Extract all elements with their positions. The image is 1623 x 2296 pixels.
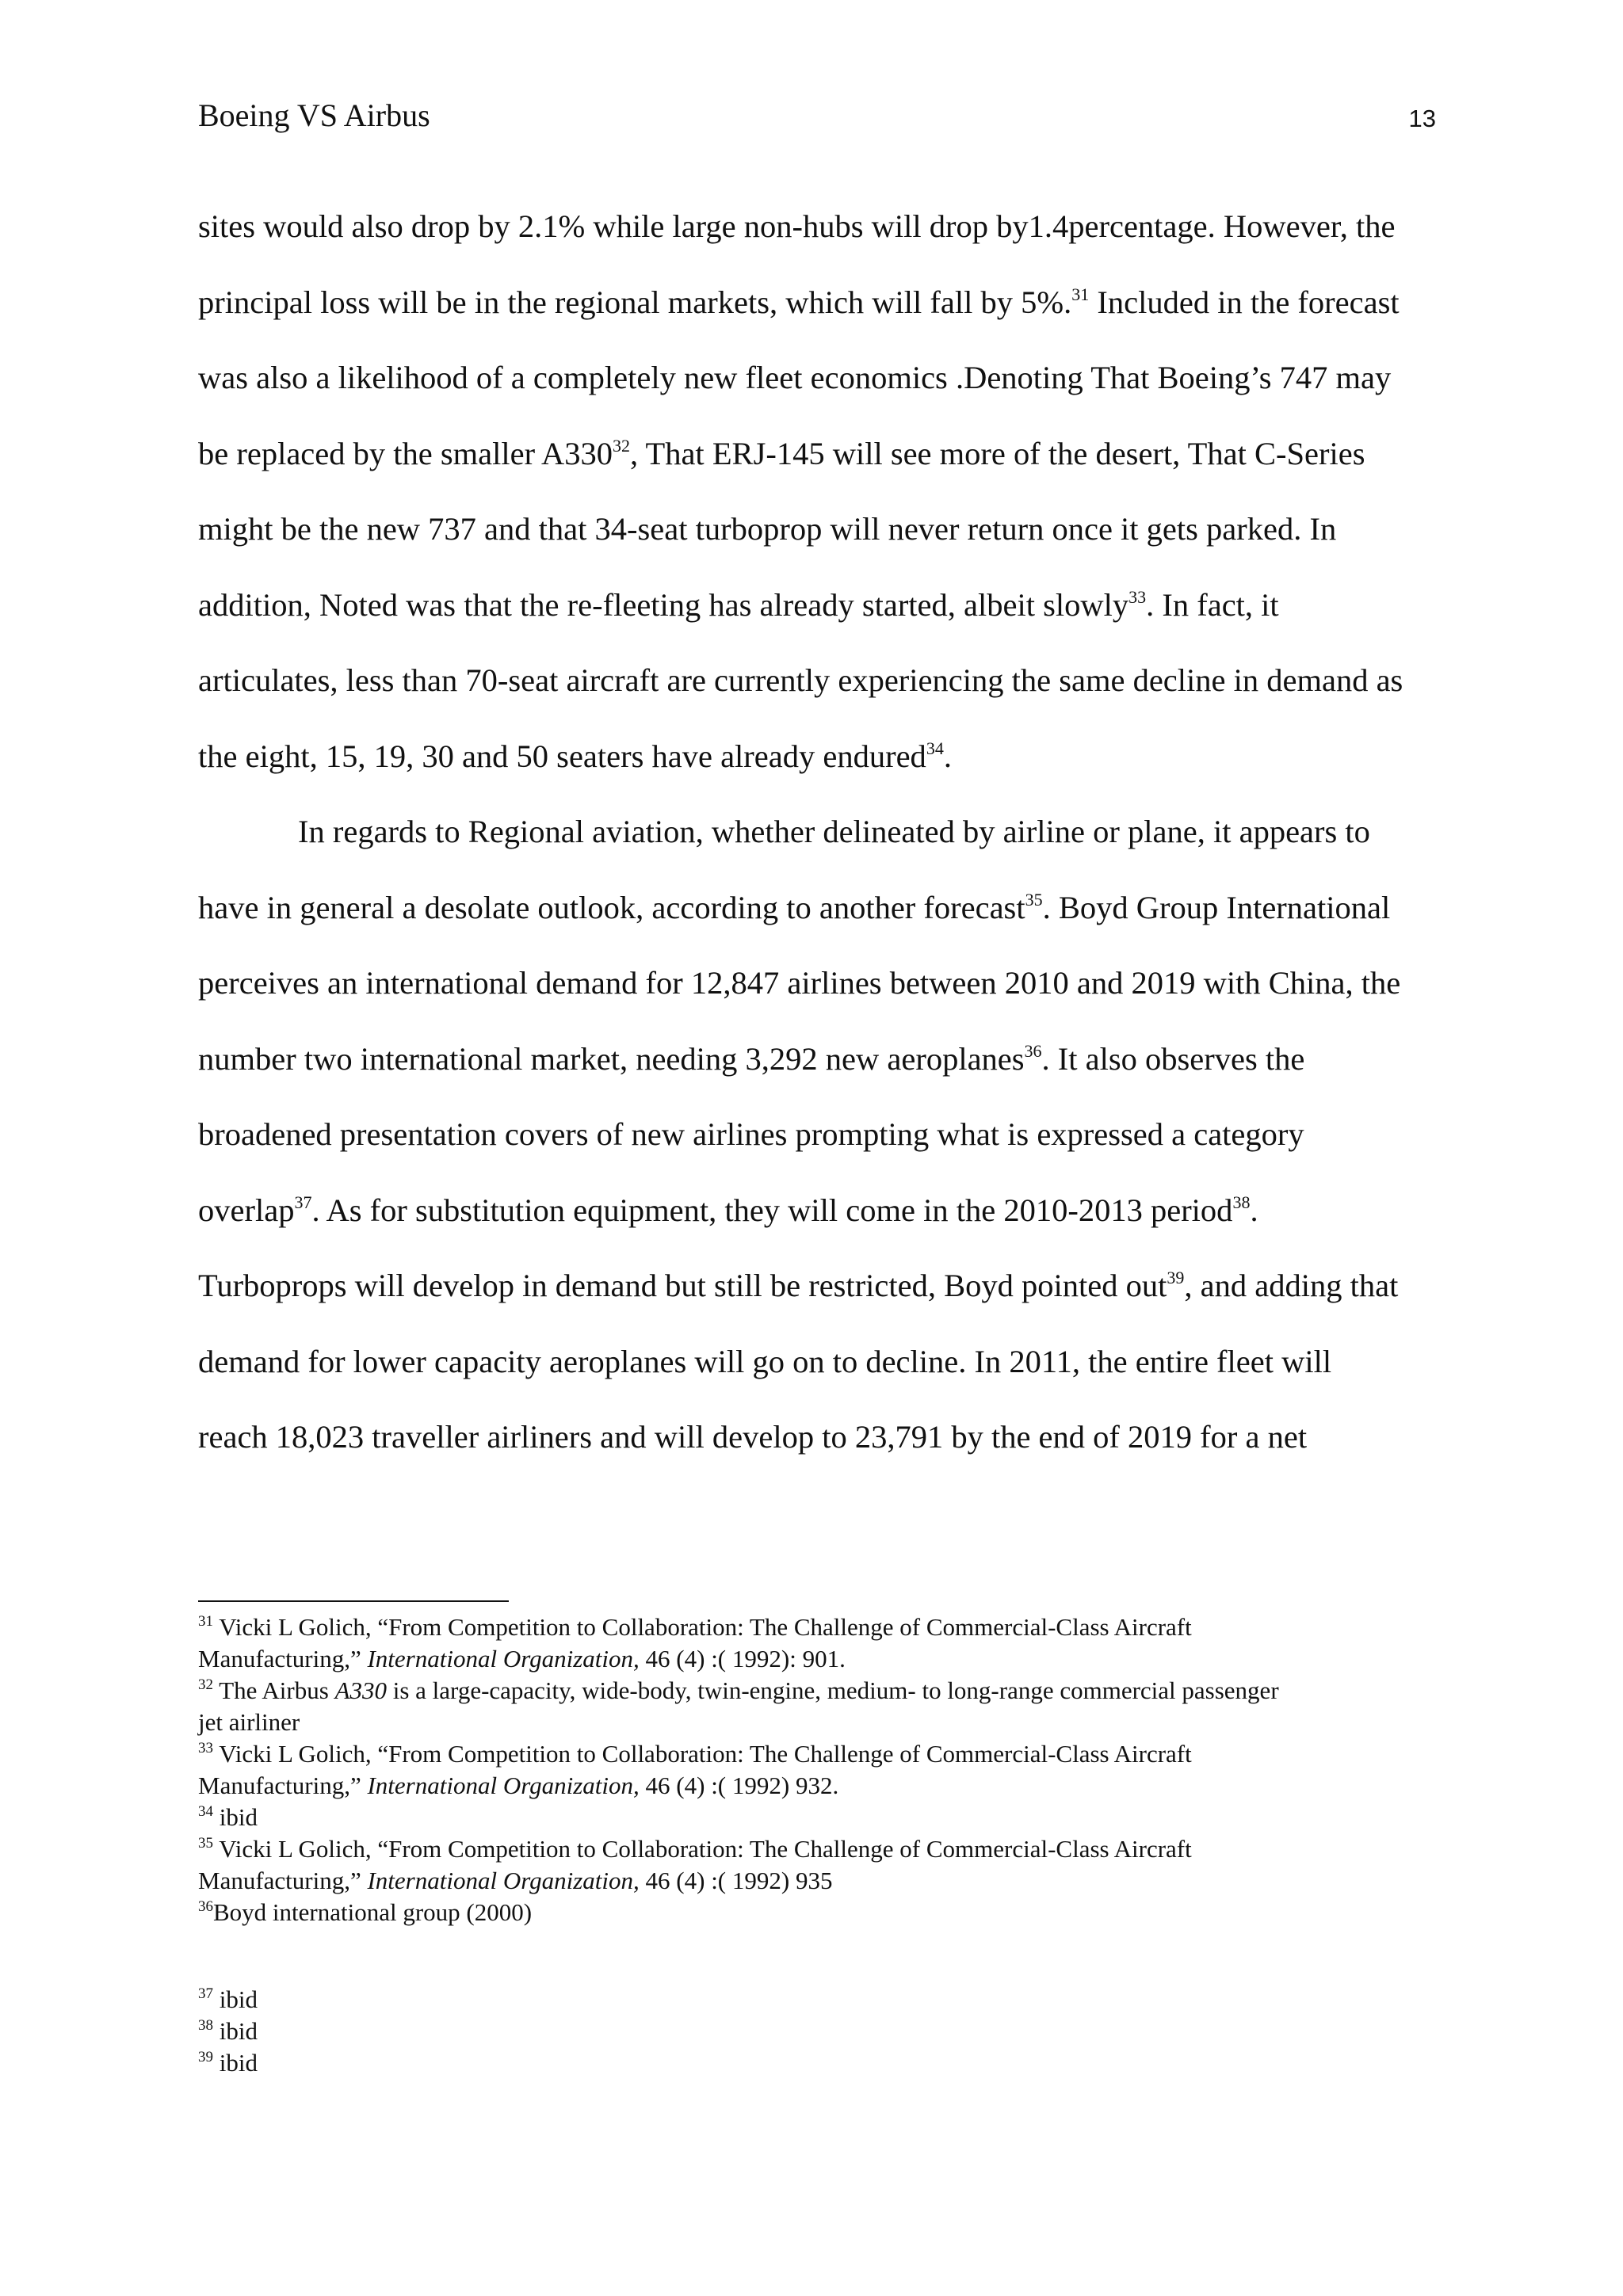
footnote-number: 33 [198, 1740, 213, 1756]
aircraft-name: A330 [334, 1676, 387, 1704]
footnote-number: 35 [198, 1835, 213, 1852]
paragraph-1 [198, 204, 1434, 810]
running-header: Boeing VS Airbus [198, 97, 430, 133]
journal-title: International Organization, [367, 1772, 640, 1799]
footnote-ref-34[interactable]: 34 [926, 738, 944, 758]
footnote-number: 31 [198, 1613, 213, 1630]
text-line: reach 18,023 traveller airliners and will develop to 23,791 by the end of 2019 for a net [198, 1419, 1308, 1455]
text-line: Turboprops will develop in demand but still be restricted, Boyd pointed out$^{39}$, and adding that [198, 1268, 1399, 1303]
page-number: 13 [1408, 105, 1436, 132]
footnote-ref-39[interactable]: 39 [1167, 1268, 1185, 1287]
footnote-number: 34 [198, 1803, 213, 1820]
text-line: might be the new 737 and that 34-seat turboprop will never return once it gets parked. In [198, 511, 1337, 547]
footnote-32: $^{32}$ The Airbus A330 is a large-capacity, wide-body, twin-engine, medium- to long-range commercial passenger jet airliner [198, 1676, 1279, 1736]
footnote-ref-32[interactable]: 32 [612, 435, 630, 456]
footnote-38: $^{38}$ ibid [198, 2017, 258, 2045]
footnote-ref-37[interactable]: 37 [294, 1192, 312, 1212]
footnote-number: 39 [198, 2049, 213, 2065]
footnote-separator [198, 1600, 509, 1602]
journal-title: International Organization, [367, 1867, 640, 1894]
body-text [198, 204, 1434, 1491]
text-line: the eight, 15, 19, 30 and 50 seaters have already endured$^{34}$. [198, 738, 952, 774]
footnote-ref-31[interactable]: 31 [1071, 284, 1090, 304]
text-line: be replaced by the smaller A330$^{32}$, That ERJ-145 will see more of the desert, That C-Series [198, 435, 1365, 471]
footnote-number: 36 [198, 1898, 213, 1915]
text-line: was also a likelihood of a completely new fleet economics .Denoting That Boeing’s 747 may [198, 360, 1392, 395]
footnote-number: 38 [198, 2017, 213, 2034]
footnote-number: 32 [198, 1676, 213, 1693]
footnote-ref-36[interactable]: 36 [1024, 1040, 1042, 1061]
journal-title: International Organization, [367, 1645, 640, 1672]
footnote-number: 37 [198, 1985, 213, 2002]
text-line: articulates, less than 70-seat aircraft are currently experiencing the same decline in demand as [198, 662, 1403, 698]
footnote-ref-35[interactable]: 35 [1025, 889, 1043, 910]
footnote-36: $^{36}$Boyd international group (2000) [198, 1898, 533, 1926]
footnote-39: $^{39}$ ibid [198, 2049, 258, 2077]
footnote-35: $^{35}$ Vicki L Golich, “From Competition to Collaboration: The Challenge of Commercial-Class Aircraft Manufacturing,” International Organization, 46 (4) :( 1992) 935 [198, 1835, 1192, 1894]
text-line: perceives an international demand for 12,847 airlines between 2010 and 2019 with China, the [198, 965, 1401, 1001]
footnote-gap [198, 1928, 1466, 1984]
text-line: demand for lower capacity aeroplanes will go on to decline. In 2011, the entire fleet will [198, 1343, 1332, 1379]
text-line: addition, Noted was that the re-fleeting has already started, albeit slowly$^{33}$. In fact, it [198, 586, 1279, 623]
footnote-ref-38[interactable]: 38 [1232, 1192, 1251, 1212]
paragraph-2 [198, 810, 1434, 1491]
footnote-34: $^{34}$ ibid [198, 1803, 258, 1831]
text-line: In regards to Regional aviation, whether delineated by airline or plane, it appears to [298, 814, 1370, 849]
footnote-ref-33[interactable]: 33 [1128, 586, 1147, 607]
footnotes [198, 1611, 1466, 2079]
text-line: broadened presentation covers of new airlines prompting what is expressed a category [198, 1116, 1304, 1152]
text-line: overlap$^{37}$. As for substitution equipment, they will come in the 2010-2013 period$^{38}$. [198, 1192, 1258, 1228]
footnote-37: $^{37}$ ibid [198, 1985, 258, 2013]
text-line: sites would also drop by 2.1% while large non-hubs will drop by1.4percentage. However, the [198, 208, 1396, 244]
footnote-31: $^{31}$ Vicki L Golich, “From Competition to Collaboration: The Challenge of Commercial-Class Aircraft Manufacturing,” International Organization, 46 (4) :( 1992): 901. [198, 1613, 1192, 1672]
footnote-33: $^{33}$ Vicki L Golich, “From Competition to Collaboration: The Challenge of Commercial-Class Aircraft Manufacturing,” International Organization, 46 (4) :( 1992) 932. [198, 1740, 1192, 1799]
text-line: principal loss will be in the regional markets, which will fall by 5%.$^{31}$ Included in the forecast [198, 284, 1400, 320]
text-line: have in general a desolate outlook, according to another forecast$^{35}$. Boyd Group International [198, 889, 1391, 925]
text-line: number two international market, needing 3,292 new aeroplanes$^{36}$. It also observes the [198, 1040, 1305, 1077]
